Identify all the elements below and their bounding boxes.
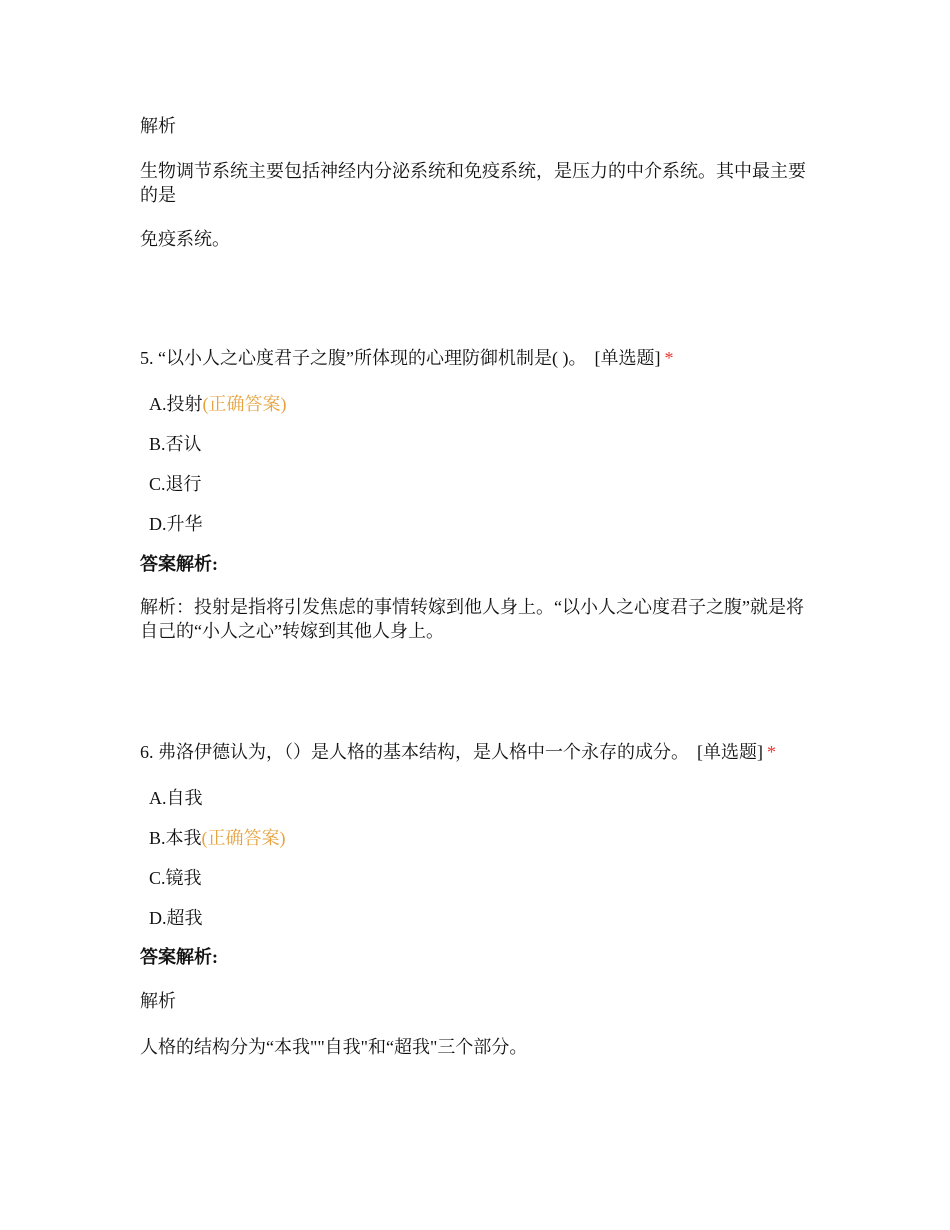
correct-answer-mark: (正确答案) <box>201 828 286 848</box>
q6-option-a <box>149 785 203 811</box>
option-label: C.镜我 <box>149 868 202 888</box>
question-type-tag: [单选题] <box>697 742 763 762</box>
option-label: A.自我 <box>149 788 203 808</box>
q6-answer-heading: 答案解析: <box>140 947 218 967</box>
q6-option-d <box>149 905 203 931</box>
option-label: C.退行 <box>149 474 202 494</box>
correct-answer-mark: (正确答案) <box>202 394 287 414</box>
analysis-text: 生物调节系统主要包括神经内分泌系统和免疫系统，是压力的中介系统。其中最主要的是 <box>140 161 806 205</box>
question-5-title <box>140 345 673 371</box>
option-label: A.投射 <box>149 394 203 414</box>
option-label: D.升华 <box>149 514 203 534</box>
q5-answer-heading: 答案解析: <box>140 554 218 574</box>
question-type-tag: [单选题] <box>594 348 661 368</box>
option-label: B.本我 <box>149 828 202 848</box>
required-asterisk: * <box>664 348 674 368</box>
q5-analysis-text: 解析：投射是指将引发焦虑的事情转嫁到他人身上。“以小人之心度君子之腹”就是将自己的“小人之心”转嫁到其他人身上。 <box>140 597 804 641</box>
question-6-text: 6. 弗洛伊德认为，（）是人格的基本结构，是人格中一个永存的成分。 <box>140 742 689 762</box>
analysis-text-continued: 免疫系统。 <box>140 229 230 249</box>
q6-analysis-label: 解析 <box>140 991 176 1011</box>
option-label: B.否认 <box>149 434 202 454</box>
q6-option-c <box>149 865 202 891</box>
q5-option-b <box>149 431 202 457</box>
q5-option-a <box>149 391 287 417</box>
q5-option-d <box>149 511 203 537</box>
question-6-title <box>140 739 776 765</box>
question-5-text: 5. “以小人之心度君子之腹”所体现的心理防御机制是( )。 <box>140 348 587 368</box>
q6-analysis-text: 人格的结构分为“本我""自我"和“超我"三个部分。 <box>140 1037 528 1057</box>
q6-option-b <box>149 825 286 851</box>
option-label: D.超我 <box>149 908 203 928</box>
required-asterisk: * <box>767 742 776 762</box>
q5-option-c <box>149 471 202 497</box>
analysis-label: 解析 <box>140 116 176 136</box>
